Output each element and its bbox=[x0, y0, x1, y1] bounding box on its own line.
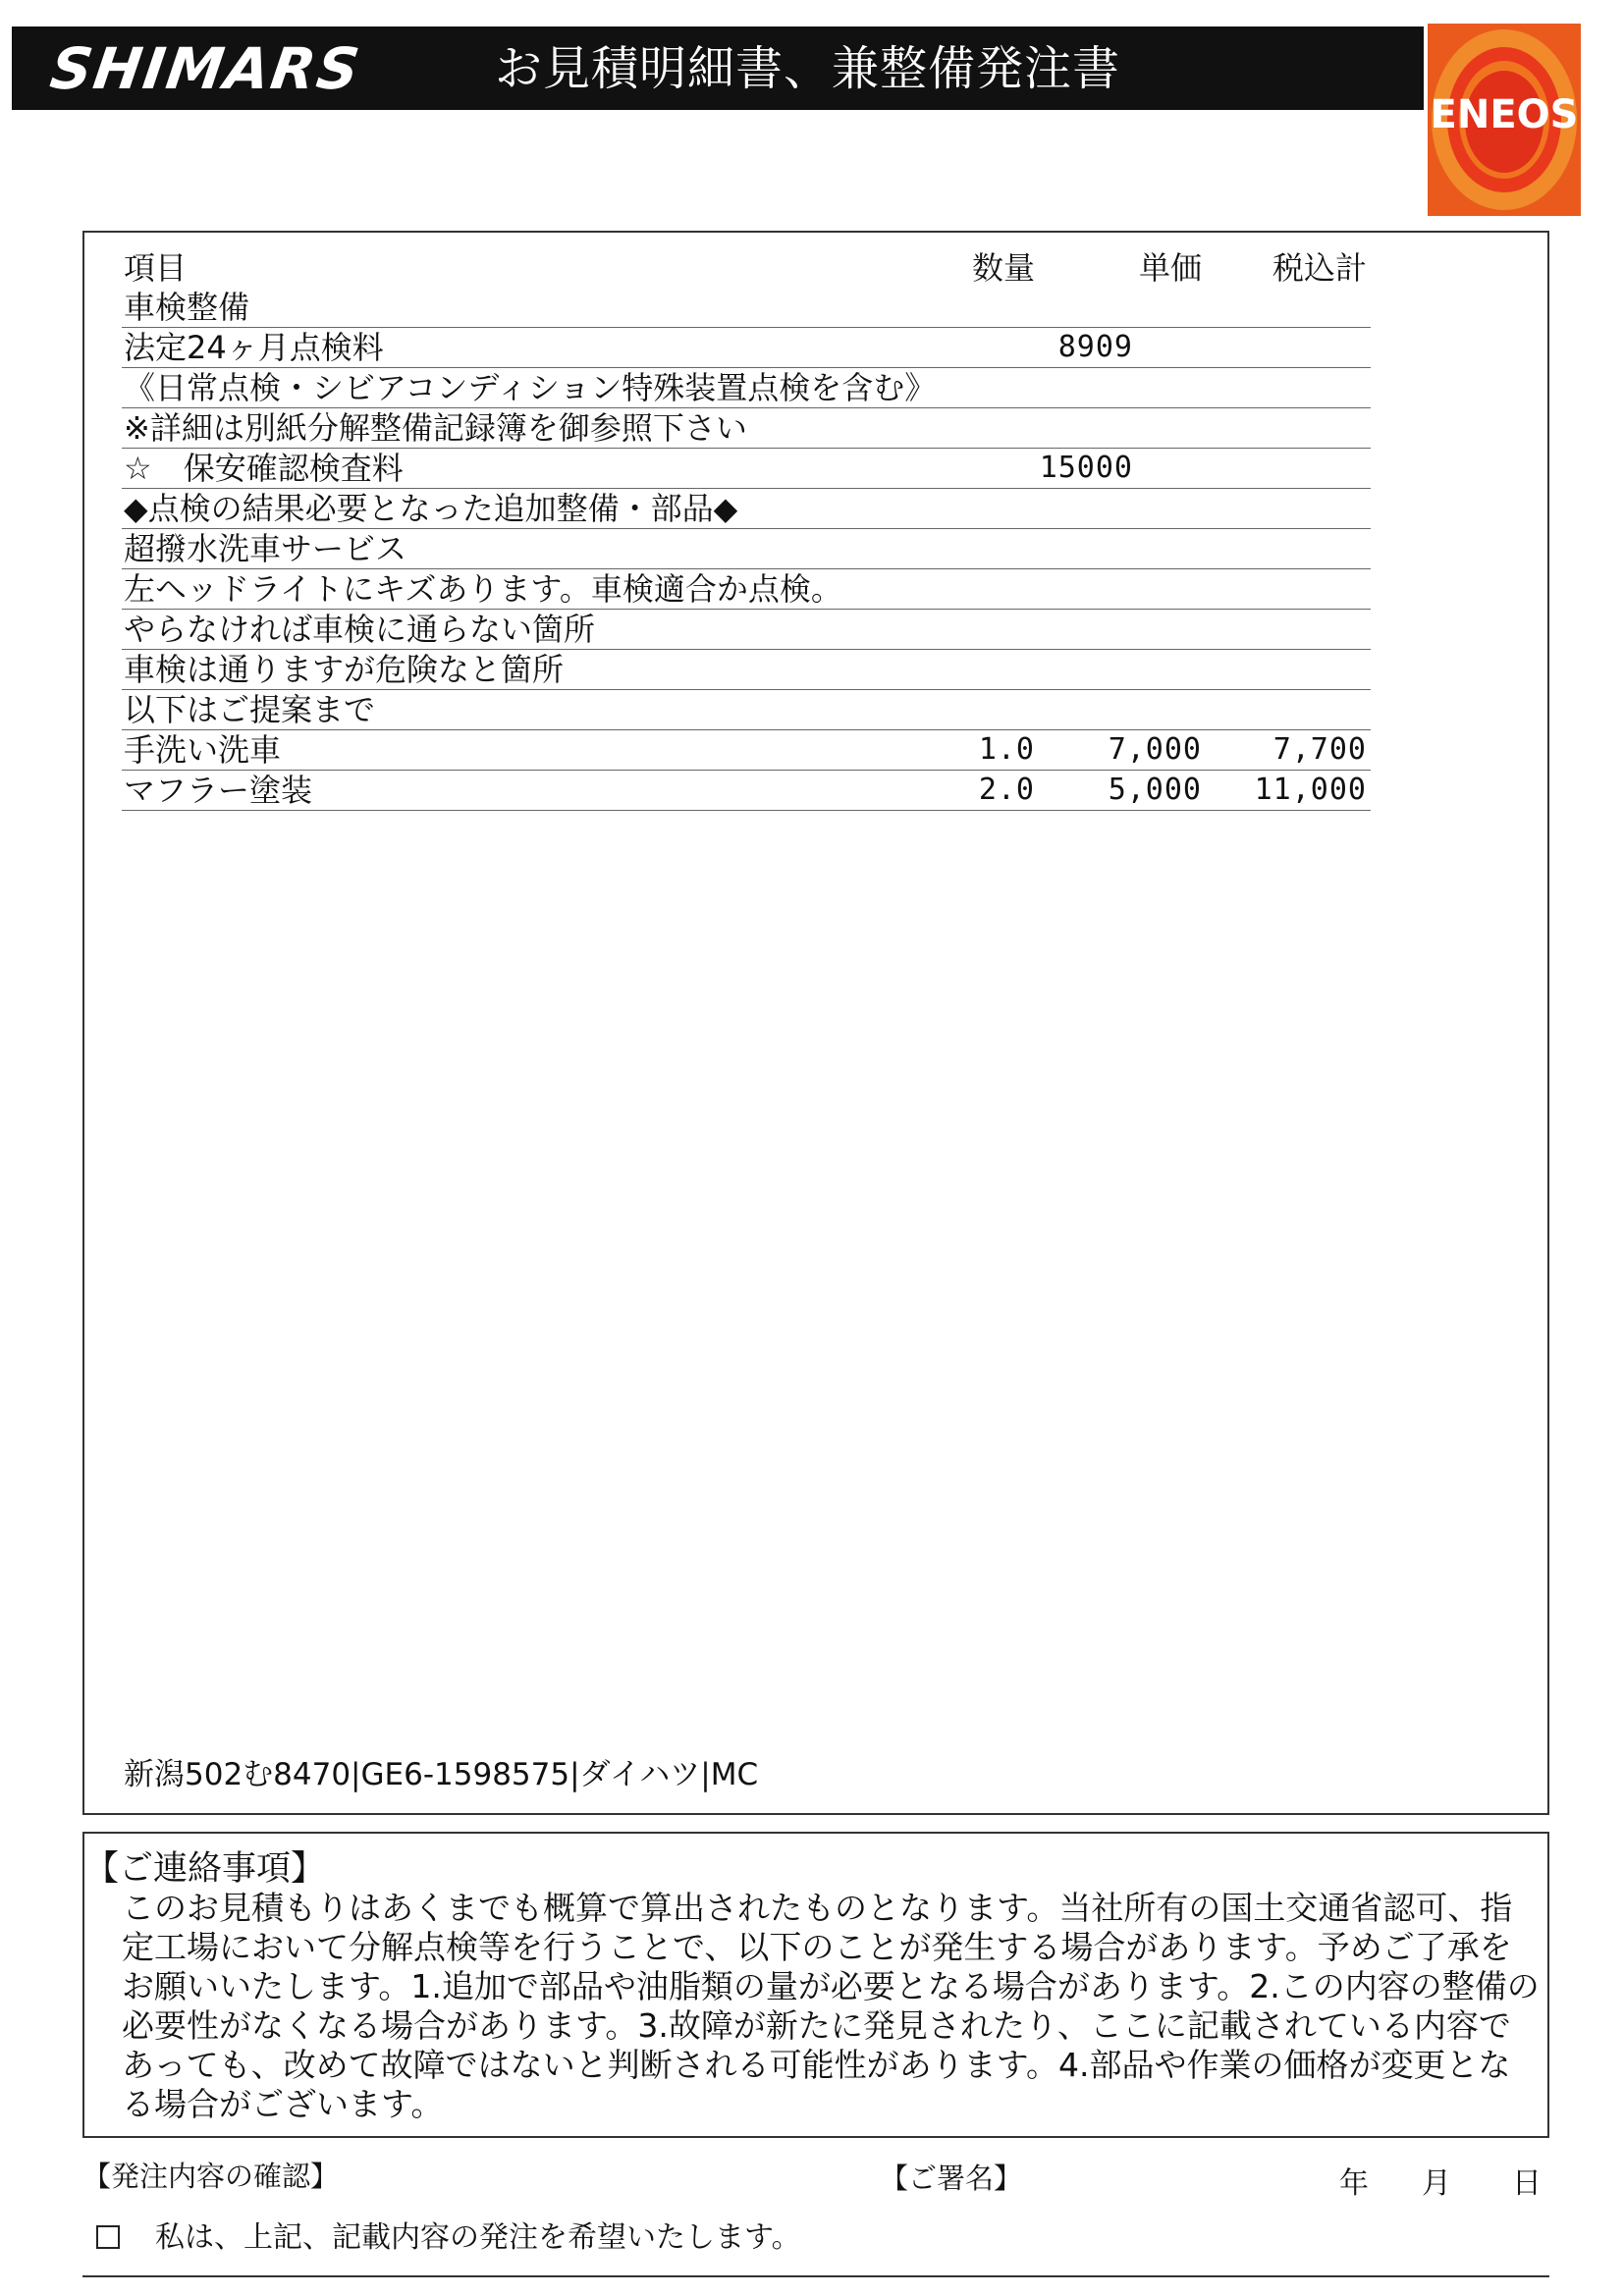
table-row bbox=[122, 449, 1371, 489]
header-total: 税込計 bbox=[1272, 249, 1367, 287]
row-amount: 15000 bbox=[1039, 451, 1133, 485]
confirmation-title: 【発注内容の確認】 bbox=[82, 2160, 340, 2193]
row-amount: 8909 bbox=[1057, 330, 1133, 364]
eneos-logo bbox=[1428, 24, 1581, 216]
estimate-table bbox=[122, 248, 1371, 811]
logo-text: ENEOS bbox=[1430, 92, 1579, 137]
row-item: 《日常点検・シビアコンディション特殊装置点検を含む》 bbox=[124, 369, 937, 406]
table-row bbox=[122, 529, 1371, 569]
row-unit-price: 5,000 bbox=[1108, 773, 1202, 807]
table-row bbox=[122, 690, 1371, 730]
year-label: 年 bbox=[1339, 2166, 1369, 2201]
row-total: 7,700 bbox=[1272, 732, 1367, 767]
estimate-box bbox=[82, 231, 1549, 1815]
row-item: 以下はご提案まで bbox=[124, 691, 376, 728]
row-total: 11,000 bbox=[1254, 773, 1367, 807]
row-qty: 1.0 bbox=[978, 732, 1035, 767]
row-qty: 2.0 bbox=[978, 773, 1035, 807]
notice-box bbox=[82, 1832, 1549, 2138]
table-row bbox=[122, 489, 1371, 529]
order-confirmation bbox=[96, 2213, 801, 2256]
row-item: 法定24ヶ月点検料 bbox=[124, 329, 384, 366]
table-row bbox=[122, 771, 1371, 811]
header-bar bbox=[12, 27, 1424, 110]
month-label: 月 bbox=[1422, 2166, 1451, 2201]
document-title: お見積明細書、兼整備発注書 bbox=[495, 41, 1121, 96]
row-item: 車検は通りますが危険なと箇所 bbox=[124, 651, 565, 688]
notice-title: 【ご連絡事項】 bbox=[84, 1849, 326, 1889]
table-row bbox=[122, 408, 1371, 449]
table-row bbox=[122, 730, 1371, 771]
row-item: やらなければ車検に通らない箇所 bbox=[124, 611, 596, 648]
row-item: ☆ 保安確認検査料 bbox=[124, 450, 404, 487]
table-row bbox=[122, 610, 1371, 650]
table-row bbox=[122, 569, 1371, 610]
order-checkbox-label: 私は、上記、記載内容の発注を希望いたします。 bbox=[155, 2220, 801, 2255]
row-item: マフラー塗装 bbox=[124, 772, 313, 809]
table-row bbox=[122, 328, 1371, 368]
brand-logo: SHIMARS bbox=[46, 35, 365, 102]
header-unit-price: 単価 bbox=[1138, 249, 1202, 287]
signature-label: 【ご署名】 bbox=[880, 2162, 1023, 2195]
day-label: 日 bbox=[1512, 2166, 1542, 2201]
row-item: 車検整備 bbox=[124, 289, 250, 326]
row-item: 手洗い洗車 bbox=[124, 731, 282, 769]
table-row bbox=[122, 288, 1371, 328]
header-item: 項目 bbox=[124, 249, 188, 287]
row-item: ◆点検の結果必要となった追加整備・部品◆ bbox=[124, 490, 738, 527]
header-qty: 数量 bbox=[971, 249, 1035, 287]
order-checkbox[interactable] bbox=[96, 2225, 120, 2249]
row-item: 左ヘッドライトにキズあります。車検適合か点検。 bbox=[124, 570, 842, 608]
vehicle-info: 新潟502む8470|GE6-1598575|ダイハツ|MC bbox=[124, 1757, 759, 1792]
table-row bbox=[122, 368, 1371, 408]
table-header bbox=[122, 248, 1371, 288]
table-row bbox=[122, 650, 1371, 690]
row-item: ※詳細は別紙分解整備記録簿を御参照下さい bbox=[124, 409, 747, 447]
signature-line bbox=[82, 2275, 1549, 2277]
row-unit-price: 7,000 bbox=[1108, 732, 1202, 767]
row-item: 超撥水洗車サービス bbox=[124, 530, 407, 567]
notice-body: このお見積もりはあくまでも概算で算出されたものとなります。当社所有の国土交通省認可、指定工場において分解点検等を行うことで、以下のことが発生する場合があります。予めご了承をお願いいたします。1.追加で部品や油脂類の量が必要となる場合があります。2.この内容の整備の必要性がなくなる場合があります。3.故障が新たに発見されたり、ここに記載されている内容であっても、改めて故障ではないと判断される可能性があります。4.部品や作業の価格が変更となる場合がございます。 bbox=[122, 1889, 1540, 2123]
